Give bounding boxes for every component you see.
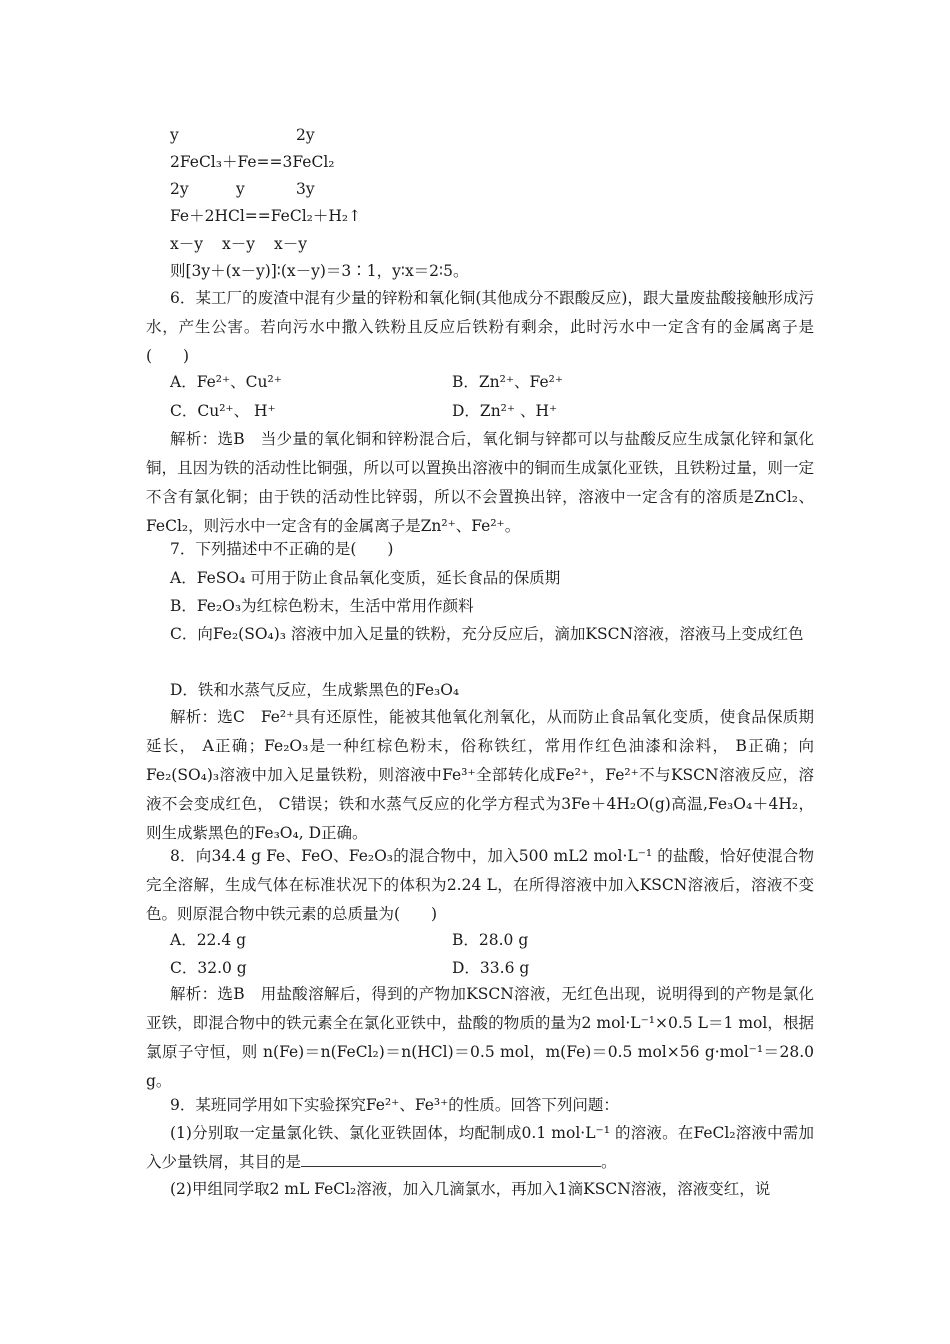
ratio-result: 则[3y＋(x－y)]∶(x－y)＝3∶1，y∶x＝2∶5。 (170, 262, 469, 280)
question-8-option-c: C．32.0 g (170, 959, 247, 977)
calc-line-3c: 3y (296, 180, 315, 198)
question-6-option-c: C．Cu²⁺、 H⁺ (170, 402, 276, 420)
calc-line-5b: x－y (222, 235, 255, 253)
question-9-stem: 9．某班同学用如下实验探究Fe²⁺、Fe³⁺的性质。回答下列问题： (170, 1096, 619, 1114)
question-9-part-1-text: (1)分别取一定量氯化铁、氯化亚铁固体，均配制成0.1 mol·L⁻¹ 的溶液。在FeCl₂溶液中需加入少量铁屑，其目的是 (146, 1124, 814, 1171)
calc-line-3a: 2y (170, 180, 189, 198)
equation-fe-hcl: Fe＋2HCl==FeCl₂＋H₂↑ (170, 207, 362, 225)
question-7-analysis: 解析：选C Fe²⁺具有还原性，能被其他氧化剂氧化，从而防止食品氧化变质，使食品保质期延长， A正确；Fe₂O₃是一种红棕色粉末，俗称铁红，常用作红色油漆和涂料， B正确；向Fe₂(SO₄)₃溶液中加入足量铁粉，则溶液中Fe³⁺全部转化成Fe²⁺，Fe²⁺不与KSCN溶液反应，溶液不会变成红色， C错误；铁和水蒸气反应的化学方程式为3Fe＋4H₂O(g)高温,Fe₃O₄＋4H₂，则生成紫黑色的Fe₃O₄, D正确。 (146, 708, 814, 842)
question-6-stem: 6．某工厂的废渣中混有少量的锌粉和氧化铜(其他成分不跟酸反应)，跟大量废盐酸接触形成污水，产生公害。若向污水中撒入铁粉且反应后铁粉有剩余，此时污水中一定含有的金属离子是( ) (146, 289, 814, 365)
question-9-part-1 (146, 1119, 814, 1177)
calc-line-5a: x－y (170, 235, 203, 253)
question-9-part-2: (2)甲组同学取2 mL FeCl₂溶液，加入几滴氯水，再加入1滴KSCN溶液，溶液变红，说 (170, 1180, 771, 1198)
question-7-stem: 7．下列描述中不正确的是( ) (170, 540, 394, 558)
question-8-option-a: A．22.4 g (170, 931, 247, 949)
equation-fecl3-fe: 2FeCl₃＋Fe==3FeCl₂ (170, 153, 335, 171)
question-6-option-a: A．Fe²⁺、Cu²⁺ (170, 373, 282, 391)
question-6-analysis: 解析：选B 当少量的氧化铜和锌粉混合后，氧化铜与锌都可以与盐酸反应生成氯化锌和氯化铜，且因为铁的活动性比铜强，所以可以置换出溶液中的铜而生成氯化亚铁，且铁粉过量，则一定不含有氯化铜；由于铁的活动性比锌弱，所以不会置换出锌，溶液中一定含有的溶质是ZnCl₂、FeCl₂，则污水中一定含有的金属离子是Zn²⁺、Fe²⁺。 (146, 430, 814, 535)
question-9-part-1-end: 。 (601, 1153, 617, 1171)
question-8-stem: 8．向34.4 g Fe、FeO、Fe₂O₃的混合物中，加入500 mL2 mol·L⁻¹ 的盐酸，恰好使混合物完全溶解，生成气体在标准状况下的体积为2.24 L，在所得溶液中加入KSCN溶液后，溶液不变色。则原混合物中铁元素的总质量为( ) (146, 847, 814, 923)
question-8-option-b: B．28.0 g (452, 931, 529, 949)
question-6-option-d: D．Zn²⁺ 、H⁺ (452, 402, 558, 420)
question-8-option-d: D．33.6 g (452, 959, 530, 977)
calc-line-5c: x－y (274, 235, 307, 253)
question-7-option-d: D．铁和水蒸气反应，生成紫黑色的Fe₃O₄ (170, 681, 460, 699)
question-8-analysis: 解析：选B 用盐酸溶解后，得到的产物加KSCN溶液，无红色出现，说明得到的产物是氯化亚铁，即混合物中的铁元素全在氯化亚铁中，盐酸的物质的量为2 mol·L⁻¹×0.5 L＝1 mol，根据氯原子守恒，则 n(Fe)＝n(FeCl₂)＝n(HCl)＝0.5 mol，m(Fe)＝0.5 mol×56 g·mol⁻¹＝28.0 g。 (146, 985, 814, 1090)
calc-line-1b: 2y (296, 126, 315, 144)
question-7-option-a: A．FeSO₄ 可用于防止食品氧化变质，延长食品的保质期 (170, 569, 561, 587)
calc-line-1a: y (170, 126, 179, 144)
question-6-option-b: B．Zn²⁺、Fe²⁺ (452, 373, 564, 391)
question-7-option-c: C．向Fe₂(SO₄)₃ 溶液中加入足量的铁粉，充分反应后，滴加KSCN溶液，溶液马上变成红色 (170, 625, 804, 643)
answer-blank[interactable] (301, 1152, 601, 1167)
calc-line-3b: y (236, 180, 245, 198)
question-7-option-b: B．Fe₂O₃为红棕色粉末，生活中常用作颜料 (170, 597, 474, 615)
